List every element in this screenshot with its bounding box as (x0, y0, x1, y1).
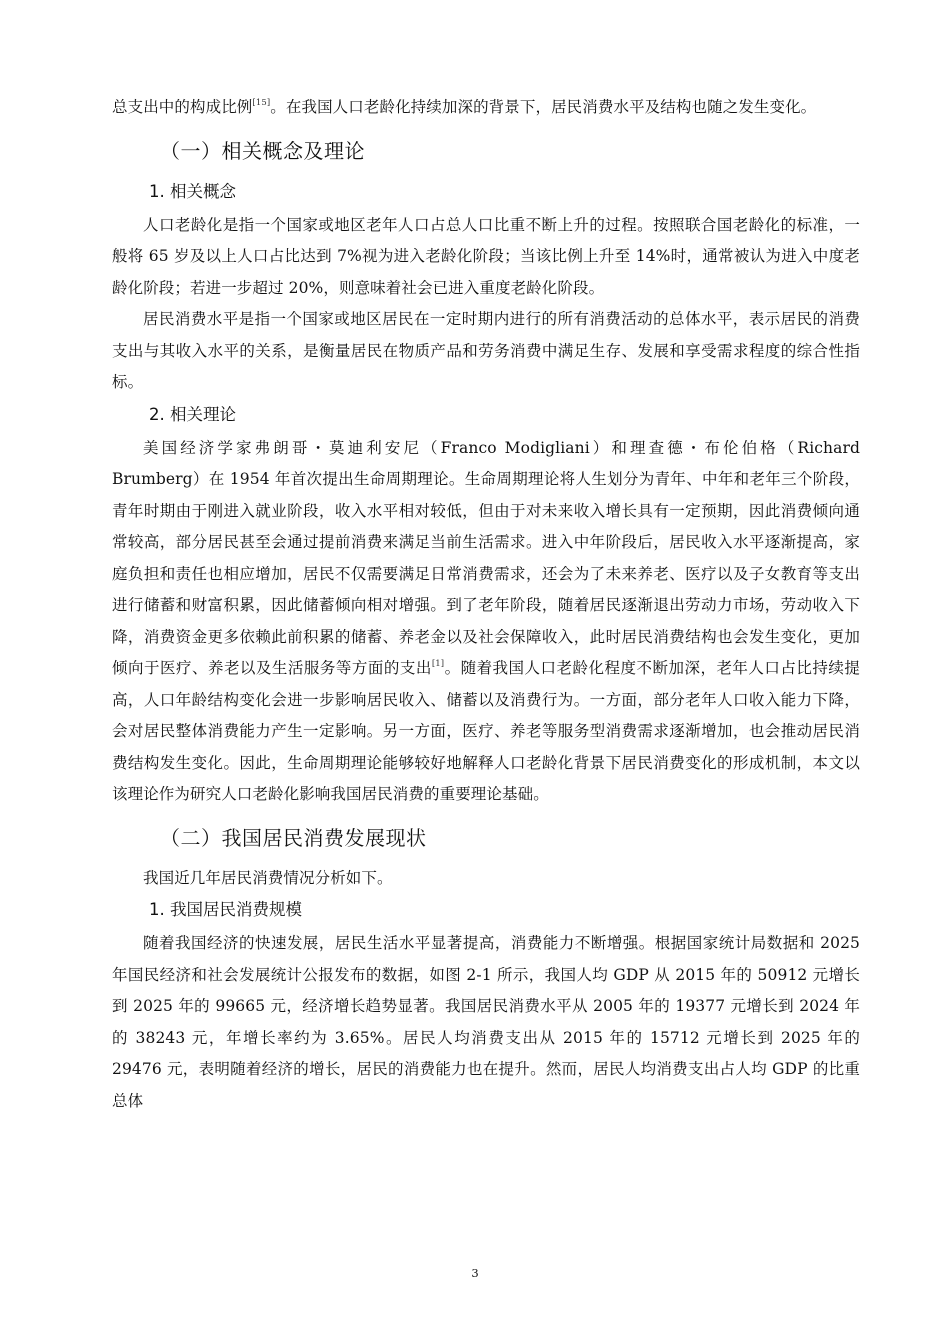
paragraph: 随着我国经济的快速发展，居民生活水平显著提高，消费能力不断增强。根据国家统计局数据和 2025 年国民经济和社会发展统计公报发布的数据，如图 2-1 所示，我国人均 GDP 从 2015 年的 50912 元增长到 2025 年的 99665 元，经济增长趋势显著。我国居民消费水平从 2005 年的 19377 元增长到 2024 年的 38243 元，年增长率约为 3.65%。居民人均消费支出从 2015 年的 15712 元增长到 2025 年的 29476 元，表明随着经济的增长，居民的消费能力也在提升。然而，居民人均消费支出占人均 GDP 的比重总体 (112, 934, 860, 1110)
paragraph-text: 美国经济学家弗朗哥・莫迪利安尼（Franco Modigliani）和理查德・布伦伯格（Richard Brumberg）在 1954 年首次提出生命周期理论。生命周期理论将人生划分为青年、中年和老年三个阶段，青年时期由于刚进入就业阶段，收入水平相对较低，但由于对未来收入增长具有一定预期，因此消费倾向通常较高，部分居民甚至会通过提前消费来满足当前生活需求。进入中年阶段后，居民收入水平逐渐提高，家庭负担和责任也相应增加，居民不仅需要满足日常消费需求，还会为了未来养老、医疗以及子女教育等支出进行储蓄和财富积累，因此储蓄倾向相对增强。到了老年阶段，随着居民逐渐退出劳动力市场，劳动收入下降，消费资金更多依赖此前积累的储蓄、养老金以及社会保障收入，此时居民消费结构也会发生变化，更加倾向于医疗、养老以及生活服务等方面的支出 (112, 438, 860, 677)
section-heading: （二）我国居民消费发展现状 (160, 825, 427, 850)
subsection-heading: 1. 我国居民消费规模 (149, 900, 302, 919)
page-number: 3 (471, 1266, 479, 1280)
subsection-heading: 1. 相关概念 (149, 181, 236, 201)
paragraph-text: 。随着我国人口老龄化程度不断加深，老年人口占比持续提高，人口年龄结构变化会进一步影响居民收入、储蓄以及消费行为。一方面，部分老年人口收入能力下降，会对居民整体消费能力产生一定影响。另一方面，医疗、养老等服务型消费需求逐渐增加，也会推动居民消费结构发生变化。因此，生命周期理论能够较好地解释人口老龄化背景下居民消费变化的形成机制，本文以该理论作为研究人口老龄化影响我国居民消费的重要理论基础。 (112, 659, 860, 803)
section-heading: （一）相关概念及理论 (160, 138, 365, 163)
citation-marker: [1] (431, 659, 445, 669)
citation-marker: [15] (252, 98, 271, 108)
paragraph-text: 总支出中的构成比例 (112, 98, 253, 116)
paragraph-text: 。在我国人口老龄化持续加深的背景下，居民消费水平及结构也随之发生变化。 (270, 98, 817, 116)
paragraph (112, 433, 860, 811)
subsection-heading: 2. 相关理论 (149, 404, 236, 424)
paragraph: 居民消费水平是指一个国家或地区居民在一定时期内进行的所有消费活动的总体水平，表示居民的消费支出与其收入水平的关系，是衡量居民在物质产品和劳务消费中满足生存、发展和享受需求程度的综合性指标。 (112, 310, 860, 391)
paragraph: 人口老龄化是指一个国家或地区老年人口占总人口比重不断上升的过程。按照联合国老龄化的标准，一般将 65 岁及以上人口占比达到 7%视为进入老龄化阶段；当该比例上升至 14%时，通常被认为进入中度老龄化阶段；若进一步超过 20%，则意味着社会已进入重度老龄化阶段。 (112, 215, 860, 297)
page-body (112, 92, 860, 1117)
paragraph (112, 92, 860, 124)
paragraph: 我国近几年居民消费情况分析如下。 (143, 868, 393, 887)
